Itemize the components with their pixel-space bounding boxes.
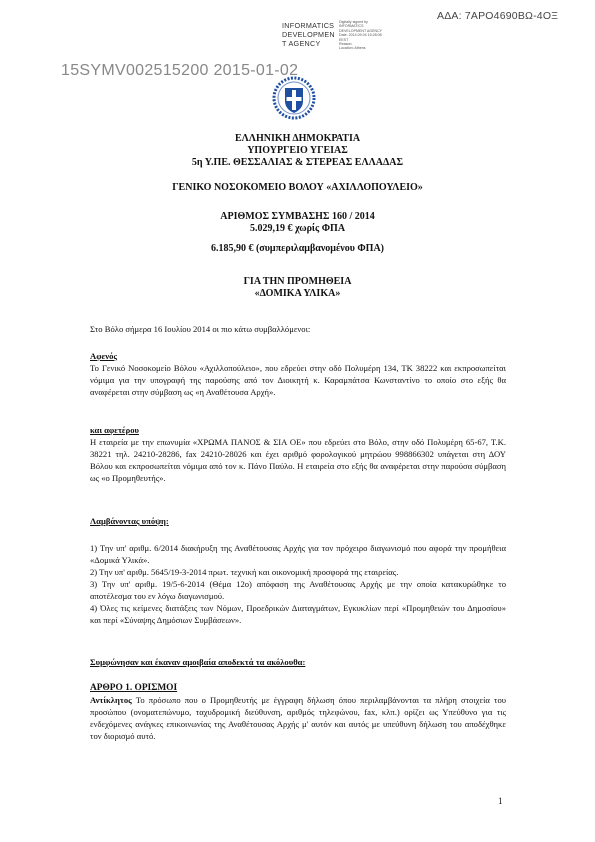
signature-line: EEST (339, 37, 349, 42)
agency-line-1: INFORMATICS (282, 21, 335, 30)
agency-line-3: T AGENCY (282, 39, 321, 48)
header-region: 5η Υ.ΠΕ. ΘΕΣΣΑΛΙΑΣ & ΣΤΕΡΕΑΣ ΕΛΛΑΔΑΣ (191, 157, 404, 168)
agency-line-2: DEVELOPMEN (282, 30, 335, 39)
list-item: 4) Όλες τις κείμενες διατάξεις των Νόμων, Προεδρικών Διαταγμάτων, Εγκυκλίων περί «Προμηθειών του Δημοσίου» και περί «Σύναψης Δημόσιων Συμβάσεων». (90, 603, 506, 625)
header-country: ΕΛΛΗΝΙΚΗ ΔΗΜΟΚΡΑΤΙΑ (234, 133, 361, 144)
agency-name (282, 21, 335, 48)
signature-line: Date: 2014.09.04 15:28:08 (339, 33, 382, 38)
amount-with-vat: 6.185,90 € (συμπεριλαμβανομένου ΦΠΑ) (210, 243, 385, 254)
article-1-definition: Το πρόσωπο που ο Προμηθευτής με έγγραφη δήλωση όπου περιλαμβάνονται τα πλήρη στοιχεία του προσώπου (ονοματεπώνυμο, ταχυδρομική διεύθυνση, αριθμός τηλεφώνου, fax, κλπ.) ορίζει ως Υπεύθυνο για τις ενδεχόμενες ανάγκες επικοινωνίας της Αναθέτουσας Αρχής μ' αυτόν και αυτός με υπεύθυνη δήλωση του αποδέχθηκε τον διορισμό αυτό. (90, 695, 506, 741)
list-item: 1) Την υπ' αριθμ. 6/2014 διακήρυξη της Αναθέτουσας Αρχής για τον πρόχειρο διαγωνισμό που αφορά την προμήθεια «Δομικά Υλικά». (90, 543, 506, 565)
header-ministry: ΥΠΟΥΡΓΕΙΟ ΥΓΕΙΑΣ (247, 145, 348, 156)
page-number: 1 (498, 796, 503, 806)
agreed-heading (90, 656, 506, 668)
article-1-section (90, 682, 506, 742)
subject-line-2: «ΔΟΜΙΚΑ ΥΛΙΚΑ» (254, 288, 341, 299)
party-one-text: Το Γενικό Νοσοκομείο Βόλου «Αχιλλοπούλειο», που εδρεύει στην οδό Πολυμέρη 134, ΤΚ 38222 και εκπροσωπείται νόμιμα για την υπογραφή της παρούσης από τον Διοικητή κ. Καραμπάτσα Κωνσταντίνο το οποίο στο εξής θα αναφέρεται στην σύμβαση ως «η Αναθέτουσα Αρχή». (90, 363, 506, 397)
list-item: 2) Την υπ' αριθμ. 5645/19-3-2014 πρωτ. τεχνική και οικονομική προσφορά της εταιρείας. (90, 567, 399, 577)
agreed-heading-text: Συμφώνησαν και έκαναν αμοιβαία αποδεκτά τα ακόλουθα: (90, 657, 306, 667)
party-two-section (90, 424, 506, 484)
header-hospital: ΓΕΝΙΚΟ ΝΟΣΟΚΟΜΕΙΟ ΒΟΛΟΥ «ΑΧΙΛΛΟΠΟΥΛΕΙΟ» (172, 182, 423, 193)
subject-line-1: ΓΙΑ ΤΗΝ ΠΡΟΜΗΘΕΙΑ (243, 276, 352, 287)
considering-heading-text: Λαμβάνοντας υπόψη: (90, 516, 169, 526)
ada-code: ΑΔΑ: 7ΑΡΟ4690ΒΩ-4ΟΞ (437, 10, 559, 22)
article-1-term: Αντίκλητος (90, 695, 132, 705)
greek-coat-of-arms-icon (272, 76, 316, 120)
digital-signature (339, 20, 382, 51)
party-one-heading: Αφενός (90, 351, 118, 361)
article-1-title: ΑΡΘΡΟ 1. ΟΡΙΣΜΟΙ (90, 683, 178, 693)
signature-line: Digitally signed by (339, 20, 368, 24)
party-two-heading: και αφετέρου (90, 425, 139, 435)
signature-line: Location: Athens (339, 46, 366, 51)
amount-without-vat: 5.029,19 € χωρίς ΦΠΑ (249, 223, 346, 234)
party-one-section (90, 350, 506, 398)
signature-line: Reason: (339, 42, 353, 47)
registry-stamp: 15SYMV002515200 2015-01-02 (61, 62, 299, 79)
party-two-text: Η εταιρεία με την επωνυμία «ΧΡΩΜΑ ΠΑΝΟΣ & ΣΙΑ ΟΕ» που εδρεύει στο Βόλο, στην οδό Πολυμέρη 65-67, Τ.Κ. 38221 τηλ. 24210-28286, fax 24210-28026 και έχει αριθμό φορολογικού μητρώου 998866302 υπάγεται στη ΔΟΥ Βόλου και εκπροσωπείται νόμιμα από τον κ. Πάνο Παύλο. Η εταιρεία στο εξής θα αναφέρεται στην παρούσα σύμβαση ως «ο Προμηθευτής». (90, 437, 506, 483)
signature-line: INFORMATICS (339, 24, 364, 29)
intro-paragraph: Στο Βόλο σήμερα 16 Ιουλίου 2014 οι πιο κάτω συμβαλλόμενοι: (90, 324, 311, 334)
list-item: 3) Την υπ' αριθμ. 19/5-6-2014 (Θέμα 12ο) απόφαση της Αναθέτουσας Αρχής με την οποία κατακυρώθηκε το αποτέλεσμα του εν λόγω διαγωνισμού. (90, 579, 506, 601)
considering-heading (90, 515, 506, 527)
contract-number: ΑΡΙΘΜΟΣ ΣΥΜΒΑΣΗΣ 160 / 2014 (220, 211, 375, 222)
considering-list (90, 542, 506, 626)
article-1-text (90, 694, 506, 742)
signature-line: DEVELOPMENT AGENCY (339, 28, 383, 33)
